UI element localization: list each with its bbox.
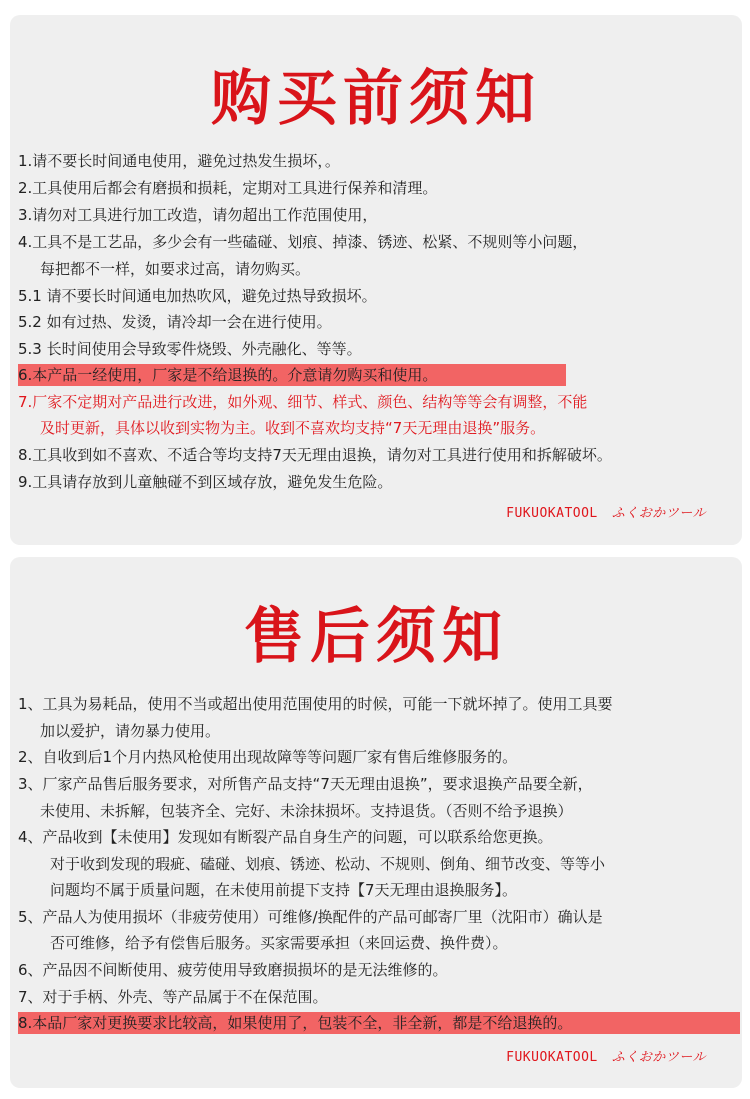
after-sales-card <box>10 557 742 1088</box>
brand-signature <box>506 1046 706 1065</box>
notice-line: 未使用、未拆解，包装齐全、完好、未涂抹损坏。支持退货。（否则不给予退换） <box>40 802 573 820</box>
brand-name: FUKUOKATOOL <box>506 1050 598 1065</box>
brand-signature <box>506 502 706 521</box>
notice-line: 4、产品收到【未使用】发现如有断裂产品自身生产的问题，可以联系给您更换。 <box>18 828 553 846</box>
notice-line: 对于收到发现的瑕疵、磕碰、划痕、锈迹、松动、不规则、倒角、细节改变、等等小 <box>50 855 606 873</box>
notice-line-highlighted: 8.本品厂家对更换要求比较高，如果使用了，包装不全，非全新，都是不给退换的。 <box>18 1014 573 1032</box>
notice-line-highlighted: 6.本产品一经使用，厂家是不给退换的。介意请勿购买和使用。 <box>18 366 438 384</box>
notice-line: 1.请不要长时间通电使用，避免过热发生损坏，。 <box>18 152 340 170</box>
notice-line: 6、产品因不间断使用、疲劳使用导致磨损损坏的是无法维修的。 <box>18 961 448 979</box>
notice-line: 加以爱护，请勿暴力使用。 <box>40 722 221 740</box>
notice-line: 1、工具为易耗品，使用不当或超出使用范围使用的时候，可能一下就坏掉了。使用工具要 <box>18 695 613 713</box>
before-purchase-card <box>10 15 742 545</box>
brand-name-jp: ふくおかツール <box>611 506 706 521</box>
brand-name-jp: ふくおかツール <box>611 1050 706 1065</box>
notice-line: 5.3 长时间使用会导致零件烧毁、外壳融化、等等。 <box>18 340 362 358</box>
brand-name: FUKUOKATOOL <box>506 506 598 521</box>
notice-line: 4.工具不是工艺品，多少会有一些磕碰、划痕、掉漆、锈迹、松紧、不规则等小问题， <box>18 233 588 251</box>
notice-line: 7、对于手柄、外壳、等产品属于不在保范围。 <box>18 988 328 1006</box>
notice-line: 否可维修，给予有偿售后服务。买家需要承担（来回运费、换件费）。 <box>50 934 508 952</box>
notice-line: 3、厂家产品售后服务要求，对所售产品支持“7天无理由退换”，要求退换产品要全新， <box>18 775 593 793</box>
after-sales-title: 售后须知 <box>244 602 508 672</box>
notice-line: 5.2 如有过热、发烫，请冷却一会在进行使用。 <box>18 313 332 331</box>
notice-line: 2.工具使用后都会有磨损和损耗，定期对工具进行保养和清理。 <box>18 179 438 197</box>
notice-line: 每把都不一样，如要求过高，请勿购买。 <box>40 260 311 278</box>
notice-line: 5.1 请不要长时间通电加热吹风，避免过热导致损坏。 <box>18 287 377 305</box>
notice-line-red: 及时更新，具体以收到实物为主。收到不喜欢均支持“7天无理由退换”服务。 <box>40 419 546 437</box>
notice-line: 问题均不属于质量问题，在未使用前提下支持【7天无理由退换服务】。 <box>50 881 518 899</box>
notice-line: 5、产品人为使用损坏（非疲劳使用）可维修/换配件的产品可邮寄厂里（沈阳市）确认是 <box>18 908 603 926</box>
notice-line: 8.工具收到如不喜欢、不适合等均支持7天无理由退换，请勿对工具进行使用和拆解破坏。 <box>18 446 612 464</box>
notice-line: 3.请勿对工具进行加工改造，请勿超出工作范围使用， <box>18 206 378 224</box>
notice-line-red: 7.厂家不定期对产品进行改进，如外观、细节、样式、颜色、结构等等会有调整，不能 <box>18 393 588 411</box>
before-purchase-title: 购买前须知 <box>211 64 541 134</box>
notice-line: 2、自收到后1个月内热风枪使用出现故障等等问题厂家有售后维修服务的。 <box>18 748 518 766</box>
notice-line: 9.工具请存放到儿童触碰不到区域存放，避免发生危险。 <box>18 473 393 491</box>
